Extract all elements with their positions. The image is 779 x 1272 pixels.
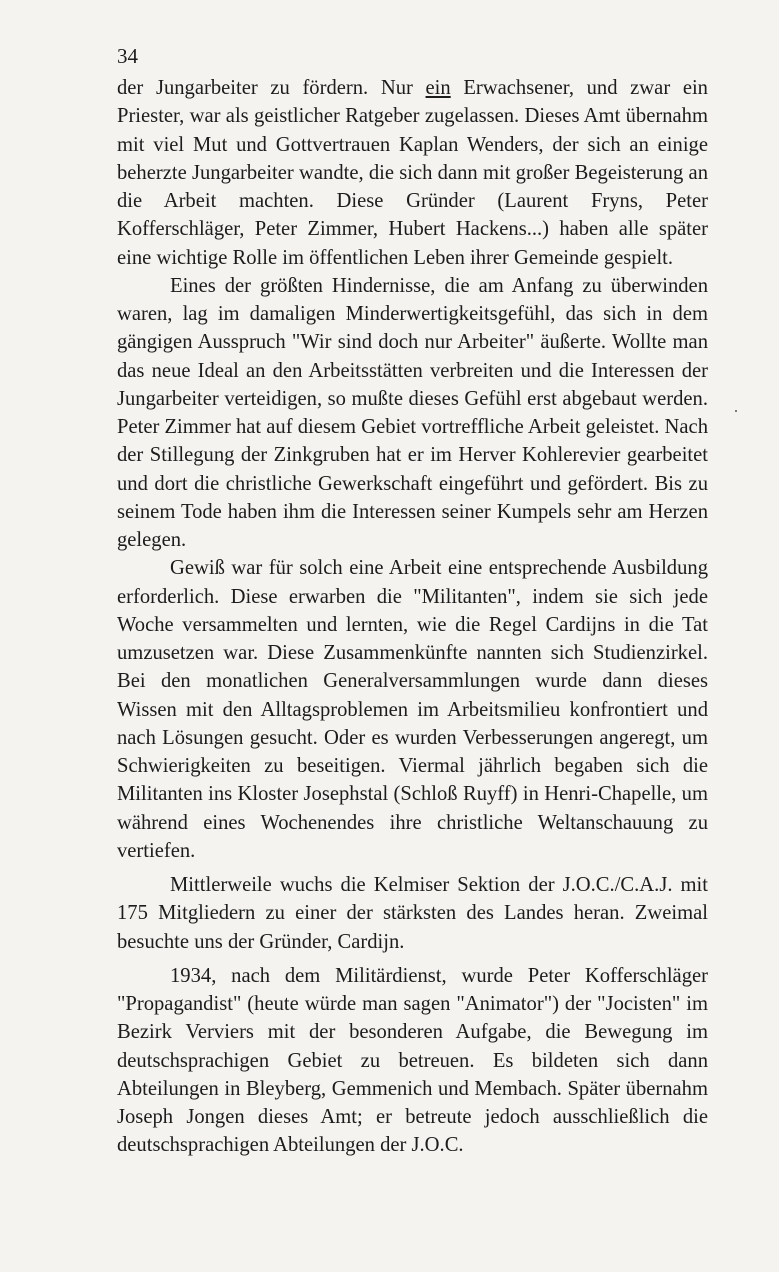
page-number: 34 — [117, 44, 138, 68]
underlined-word: ein — [425, 77, 451, 99]
paragraph-1 — [117, 74, 708, 272]
paragraph-1-rest: Erwachsener, und zwar ein Priester, war als geistlicher Ratgeber zugelassen. Dieses Amt übernahm mit viel Mut und Gottvertrauen Kaplan Wenders, der sich an einige beherzte Jungarbeiter wandte, die sich dann mit großer Begeisterung an die Arbeit machten. Diese Gründer (Laurent Fryns, Peter Kofferschläger, Peter Zimmer, Hubert Hackens...) haben alle später eine wichtige Rolle im öffentlichen Leben ihrer Gemeinde gespielt. — [117, 77, 708, 269]
paragraph-1-start: der Jungarbeiter zu fördern. Nur — [117, 77, 426, 99]
paragraph-5: 1934, nach dem Militärdienst, wurde Peter Kofferschläger "Propagandist" (heute würde man sagen "Animator") der "Jocisten" im Bezirk Verviers mit der besonderen Aufgabe, die Bewegung im deutschsprachigen Gebiet zu betreuen. Es bildeten sich dann Abteilungen in Bleyberg, Gemmenich und Membach. Später übernahm Joseph Jongen dieses Amt; er betreute jedoch ausschließlich die deutschsprachigen Abteilungen der J.O.C. — [117, 964, 708, 1157]
paper-speck — [735, 410, 737, 412]
paragraph-4: Mittlerweile wuchs die Kelmiser Sektion der J.O.C./C.A.J. mit 175 Mitgliedern zu einer der stärksten des Landes heran. Zweimal besuchte uns der Gründer, Cardijn. — [117, 874, 708, 953]
paragraph-2: Eines der größten Hindernisse, die am Anfang zu überwinden waren, lag im damaligen Minderwertigkeitsgefühl, das sich in dem gängigen Ausspruch "Wir sind doch nur Arbeiter" äußerte. Wollte man das neue Ideal an den Arbeitsstätten verbreiten und die Interessen der Jungarbeiter verteidigen, so mußte dieses Gefühl erst abgebaut werden. Peter Zimmer hat auf diesem Gebiet vortreffliche Arbeit geleistet. Nach der Stillegung der Zinkgruben hat er im Herver Kohlerevier gearbeitet und dort die christliche Gewerkschaft eingeführt und gefördert. Bis zu seinem Tode haben ihm die Interessen seiner Kumpels sehr am Herzen gelegen. — [117, 274, 708, 551]
paragraph-3: Gewiß war für solch eine Arbeit eine entsprechende Ausbildung erforderlich. Diese erwarben die "Militanten", indem sie sich jede Woche versammelten und lernten, wie die Regel Cardijns in die Tat umzusetzen war. Diese Zusammenkünfte nannten sich Studienzirkel. Bei den monatlichen Generalversammlungen wurde dann dieses Wissen mit den Alltagsproblemen im Arbeitsmilieu konfrontiert und nach Lösungen gesucht. Oder es wurden Verbesserungen angeregt, um Schwierigkeiten zu beseitigen. Viermal jährlich begaben sich die Militanten ins Kloster Josephstal (Schloß Ruyff) in Henri-Chapelle, um während eines Wochenendes ihre christliche Weltanschauung zu vertiefen. — [117, 557, 708, 862]
body-text — [117, 74, 708, 1160]
